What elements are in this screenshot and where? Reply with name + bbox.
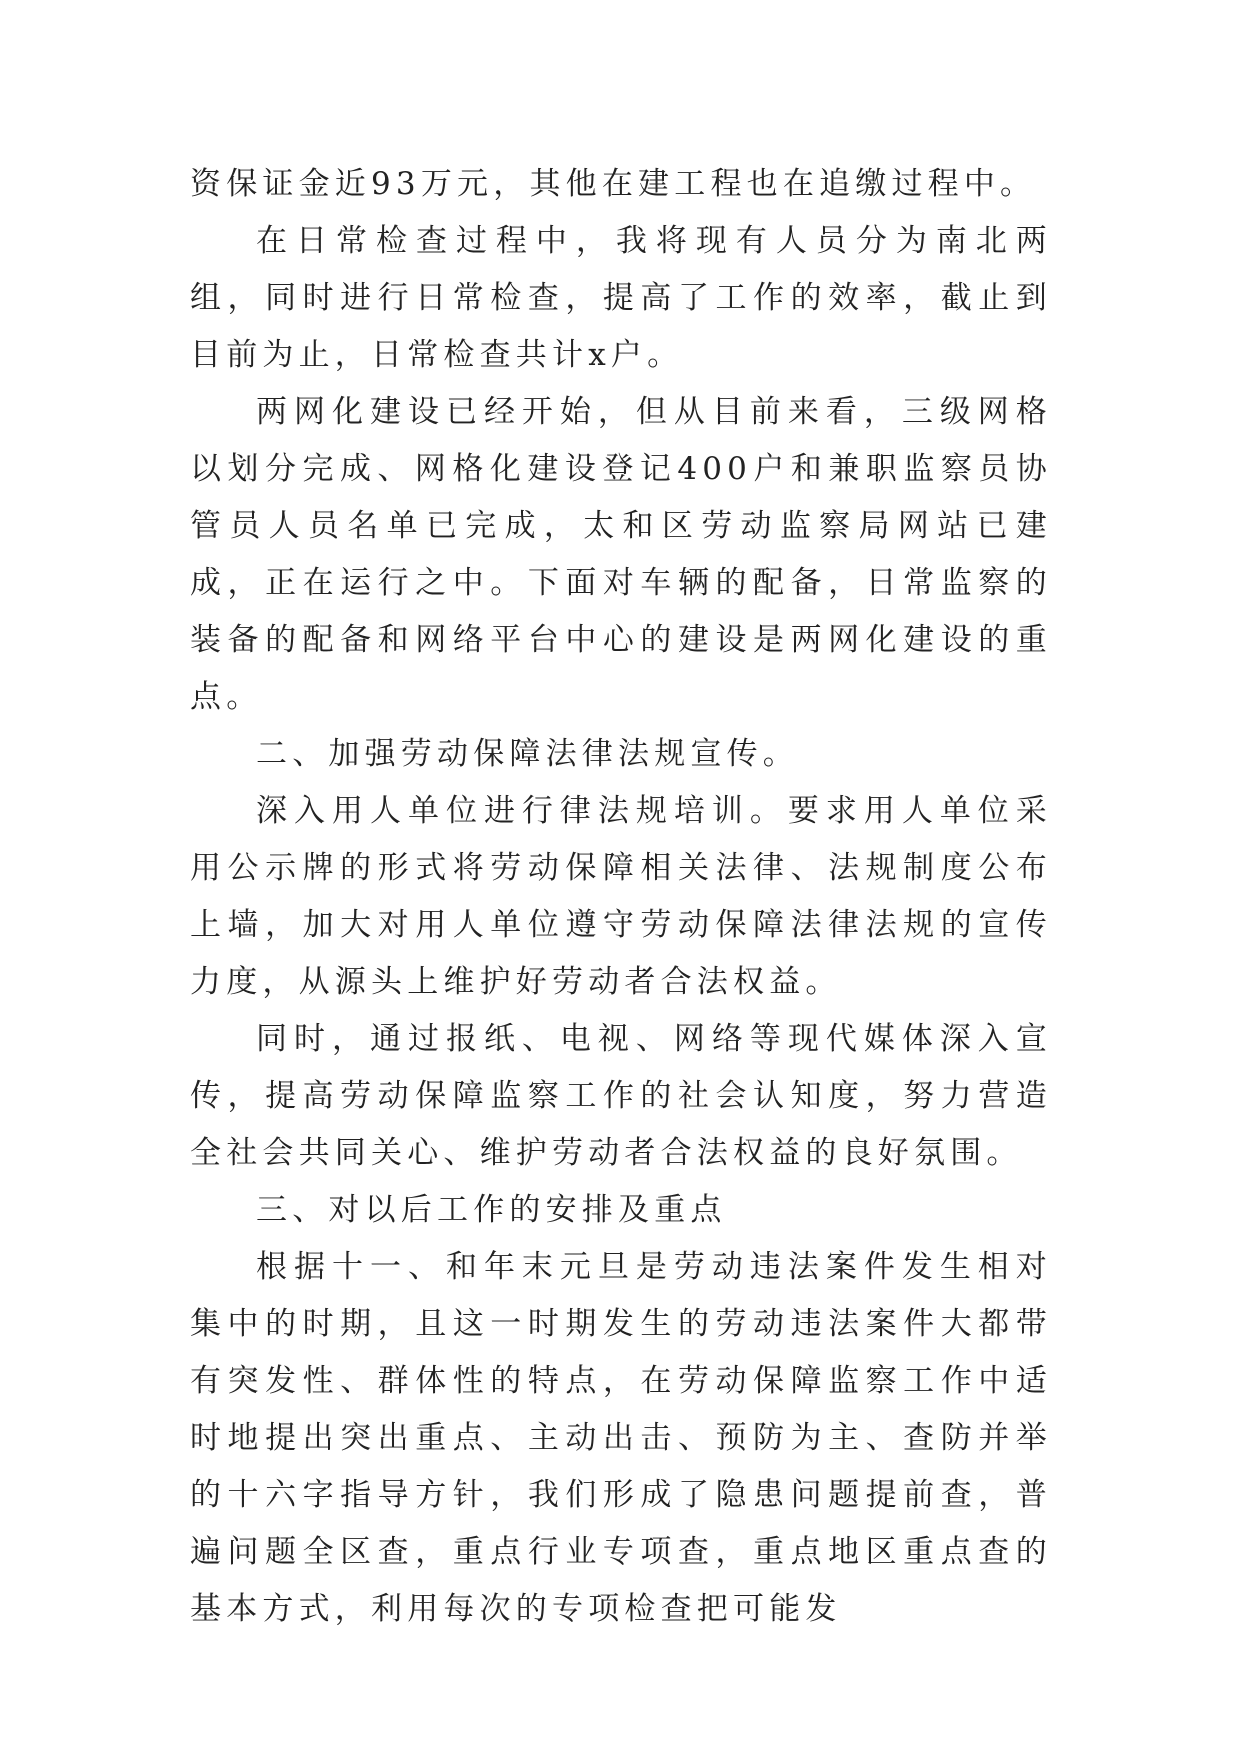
document-body — [190, 156, 1052, 1638]
paragraph-1: 资保证金近93万元，其他在建工程也在追缴过程中。 — [190, 166, 1037, 202]
section-heading-3: 三、对以后工作的安排及重点 — [256, 1192, 727, 1228]
paragraph-6: 根据十一、和年末元旦是劳动违法案件发生相对集中的时期，且这一时期发生的劳动违法案件大都带有突发性、群体性的特点，在劳动保障监察工作中适时地提出突出重点、主动出击、预防为主、查防并举的十六字指导方针，我们形成了隐患问题提前查，普遍问题全区查，重点行业专项查，重点地区重点查的基本方式，利用每次的专项检查把可能发 — [190, 1249, 1052, 1627]
paragraph-3: 两网化建设已经开始，但从目前来看，三级网格以划分完成、网格化建设登记400户和兼职监察员协管员人员名单已完成，太和区劳动监察局网站已建成，正在运行之中。下面对车辆的配备，日常监察的装备的配备和网络平台中心的建设是两网化建设的重点。 — [190, 394, 1052, 715]
paragraph-5: 同时，通过报纸、电视、网络等现代媒体深入宣传，提高劳动保障监察工作的社会认知度，努力营造全社会共同关心、维护劳动者合法权益的良好氛围。 — [190, 1021, 1052, 1171]
section-heading-2: 二、加强劳动保障法律法规宣传。 — [256, 736, 799, 772]
paragraph-2: 在日常检查过程中，我将现有人员分为南北两组，同时进行日常检查，提高了工作的效率，截止到目前为止，日常检查共计x户。 — [190, 223, 1052, 373]
paragraph-4: 深入用人单位进行律法规培训。要求用人单位采用公示牌的形式将劳动保障相关法律、法规制度公布上墙，加大对用人单位遵守劳动保障法律法规的宣传力度，从源头上维护好劳动者合法权益。 — [190, 793, 1052, 1000]
